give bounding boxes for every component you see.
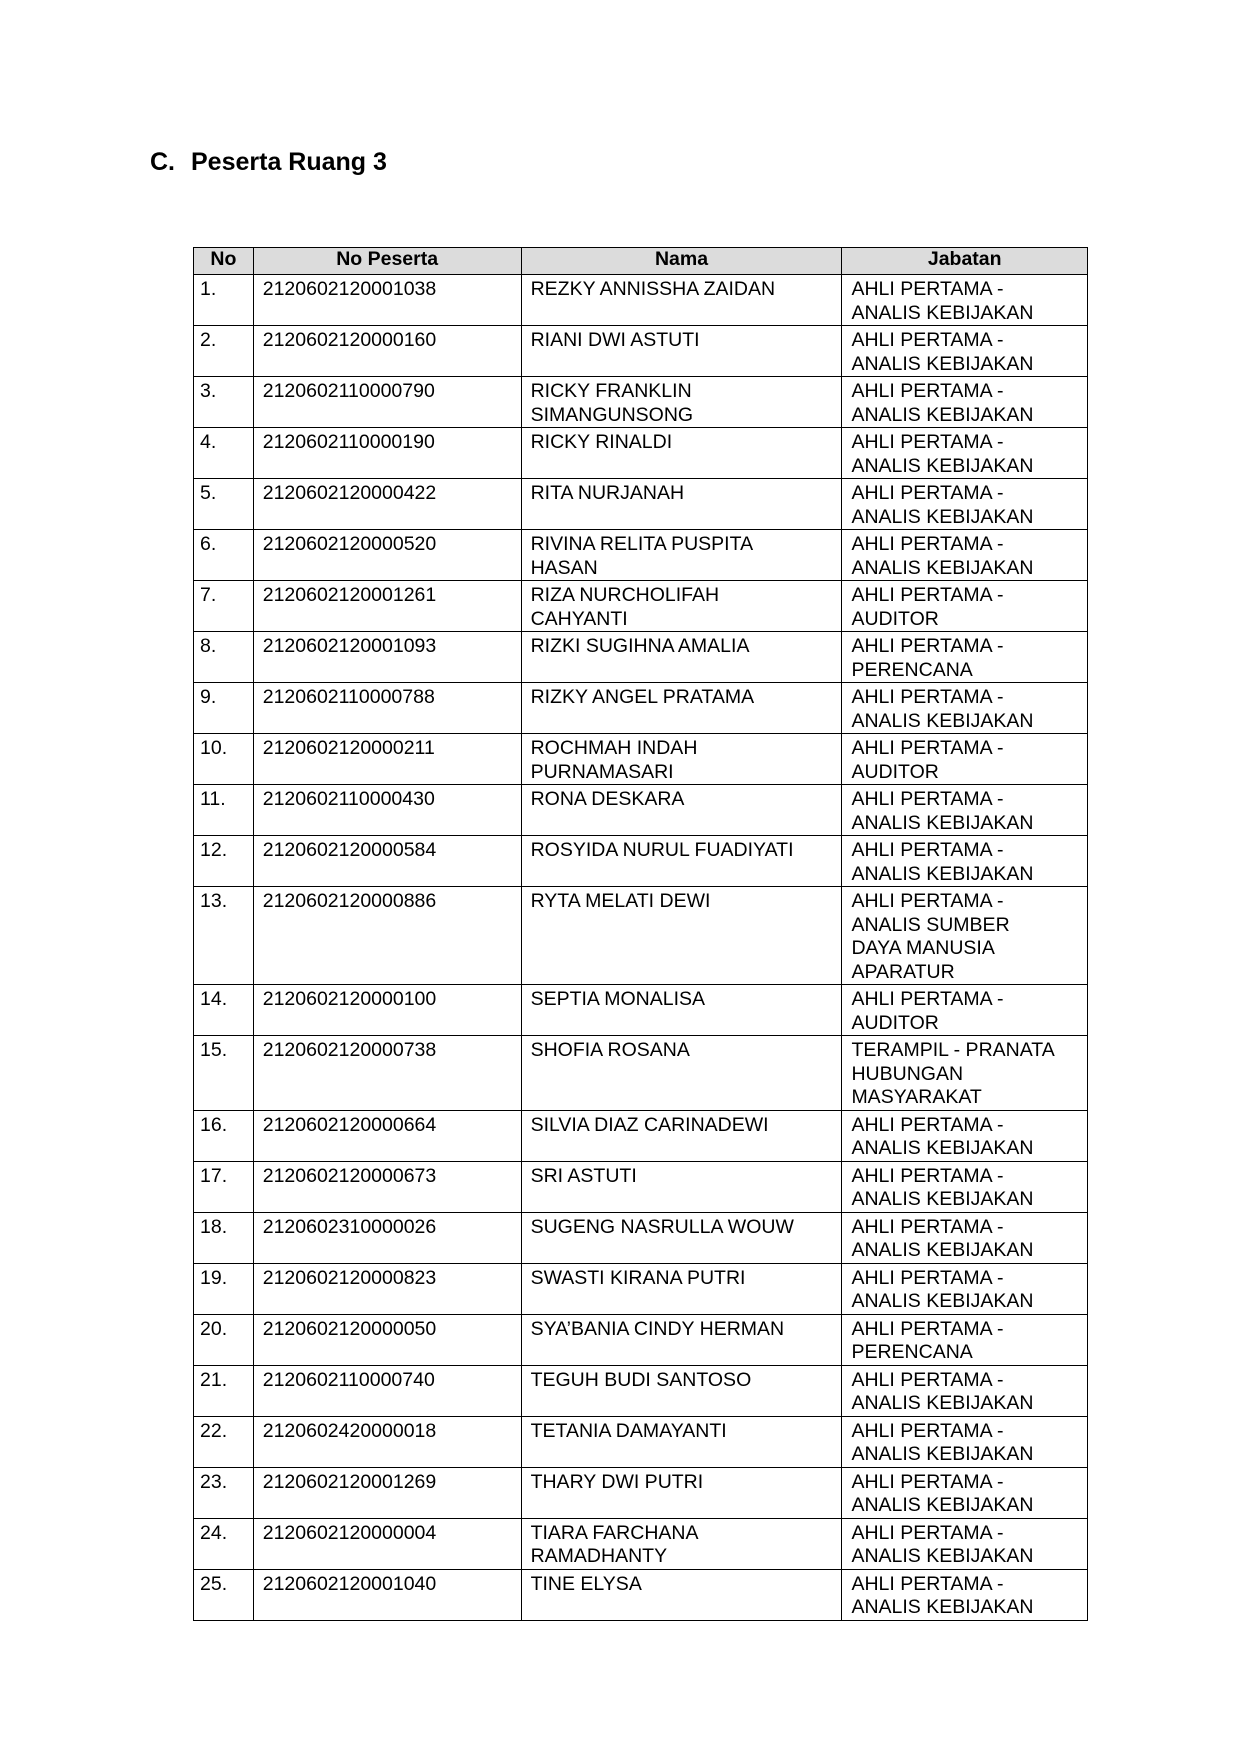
cell-no-peserta: 2120602120000004 [253,1518,521,1569]
cell-no-peserta: 2120602120000738 [253,1036,521,1111]
cell-jabatan-line: ANALIS KEBIJAKAN [851,709,1034,732]
cell-jabatan-line: AHLI PERTAMA - [851,890,1004,912]
table-row [194,1467,1088,1518]
section-title: Peserta Ruang 3 [191,148,387,176]
cell-nama [521,1467,842,1518]
table-row [194,1416,1088,1467]
cell-jabatan-line: ANALIS KEBIJAKAN [851,1137,1034,1159]
cell-jabatan [842,479,1088,530]
cell-no-peserta: 2120602120001038 [253,275,521,326]
cell-no-peserta: 2120602120000520 [253,530,521,581]
cell-jabatan [842,1314,1088,1365]
cell-nama-line: SRI ASTUTI [530,1164,637,1187]
cell-no-peserta: 2120602120000886 [253,887,521,985]
cell-no-peserta: 2120602120001269 [253,1467,521,1518]
table-row [194,887,1088,985]
cell-jabatan [842,1518,1088,1569]
cell-jabatan [842,1467,1088,1518]
cell-nama [521,1161,842,1212]
table-row [194,985,1088,1036]
cell-nama [521,1314,842,1365]
section-heading [150,148,387,177]
cell-nama [521,326,842,377]
column-header-nama: Nama [521,248,842,275]
cell-nama [521,632,842,683]
cell-no: 18. [194,1212,254,1263]
cell-jabatan-line: ANALIS KEBIJAKAN [851,403,1034,426]
cell-jabatan-line: AHLI PERTAMA - [851,533,1004,555]
cell-no: 4. [194,428,254,479]
cell-no-peserta: 2120602420000018 [253,1416,521,1467]
cell-jabatan-line: ANALIS KEBIJAKAN [851,811,1034,834]
section-letter: C. [150,148,175,176]
cell-jabatan-line: AHLI PERTAMA - [851,1215,1004,1238]
cell-jabatan-line: APARATUR [851,960,955,983]
cell-jabatan-line: AUDITOR [851,607,939,630]
table-row [194,1036,1088,1111]
cell-jabatan [842,1036,1088,1111]
cell-jabatan-line: ANALIS KEBIJAKAN [851,1290,1034,1312]
cell-jabatan-line: AUDITOR [851,1011,939,1034]
cell-no: 6. [194,530,254,581]
cell-no: 12. [194,836,254,887]
cell-no-peserta: 2120602120000211 [253,734,521,785]
cell-jabatan-line: AHLI PERTAMA - [851,1572,1004,1595]
cell-nama [521,377,842,428]
table-row [194,785,1088,836]
cell-no: 3. [194,377,254,428]
cell-no-peserta: 2120602110000788 [253,683,521,734]
table-row [194,1518,1088,1569]
cell-jabatan-line: ANALIS KEBIJAKAN [851,1596,1034,1618]
cell-no-peserta: 2120602120000050 [253,1314,521,1365]
cell-jabatan-line: AHLI PERTAMA - [851,988,1004,1010]
cell-jabatan [842,1416,1088,1467]
participant-table [193,247,1088,1621]
cell-no: 23. [194,1467,254,1518]
cell-nama [521,985,842,1036]
cell-nama [521,1365,842,1416]
cell-no: 25. [194,1569,254,1620]
cell-jabatan-line: AHLI PERTAMA - [851,278,1004,300]
cell-jabatan [842,1212,1088,1263]
cell-no: 17. [194,1161,254,1212]
cell-no: 24. [194,1518,254,1569]
cell-nama [521,581,842,632]
cell-nama-line: THARY DWI PUTRI [530,1470,704,1493]
cell-nama-line: RIVINA RELITA PUSPITA [530,533,754,555]
cell-no-peserta: 2120602120000422 [253,479,521,530]
cell-nama-line: REZKY ANNISSHA ZAIDAN [530,278,776,300]
cell-no-peserta: 2120602120001040 [253,1569,521,1620]
cell-no-peserta: 2120602120000823 [253,1263,521,1314]
cell-nama [521,1110,842,1161]
cell-jabatan [842,326,1088,377]
cell-jabatan [842,1161,1088,1212]
cell-no: 13. [194,887,254,985]
cell-no: 2. [194,326,254,377]
cell-jabatan-line: ANALIS KEBIJAKAN [851,505,1034,528]
cell-nama-line: TIARA FARCHANA [530,1521,699,1544]
cell-nama-line: RAMADHANTY [530,1545,668,1567]
cell-jabatan [842,1263,1088,1314]
table-row [194,1161,1088,1212]
cell-nama-line: PURNAMASARI [530,760,674,783]
cell-jabatan-line: ANALIS KEBIJAKAN [851,454,1034,477]
cell-jabatan-line: AHLI PERTAMA - [851,1113,1004,1136]
cell-jabatan-line: ANALIS KEBIJAKAN [851,1545,1034,1567]
cell-nama-line: RITA NURJANAH [530,482,685,504]
cell-nama-line: RICKY FRANKLIN [530,380,692,402]
cell-jabatan [842,377,1088,428]
cell-jabatan-line: AHLI PERTAMA - [851,431,1004,453]
cell-jabatan-line: ANALIS KEBIJAKAN [851,1494,1034,1516]
cell-nama [521,275,842,326]
cell-jabatan-line: ANALIS KEBIJAKAN [851,1188,1034,1210]
cell-no: 1. [194,275,254,326]
cell-jabatan-line: AUDITOR [851,760,939,783]
cell-nama [521,1263,842,1314]
cell-no-peserta: 2120602110000430 [253,785,521,836]
table-row [194,632,1088,683]
table-row [194,734,1088,785]
cell-nama-line: RIZKI SUGIHNA AMALIA [530,635,750,657]
cell-no: 21. [194,1365,254,1416]
cell-no-peserta: 2120602110000790 [253,377,521,428]
cell-jabatan-line: ANALIS KEBIJAKAN [851,556,1034,579]
cell-nama-line: SIMANGUNSONG [530,403,694,426]
cell-nama-line: HASAN [530,556,598,579]
cell-jabatan [842,887,1088,985]
cell-nama [521,1569,842,1620]
table-row [194,1314,1088,1365]
cell-nama-line: SILVIA DIAZ CARINADEWI [530,1113,769,1136]
cell-nama [521,1036,842,1111]
cell-nama-line: RYTA MELATI DEWI [530,890,711,912]
cell-jabatan [842,985,1088,1036]
cell-no-peserta: 2120602120001261 [253,581,521,632]
cell-nama-line: RIZA NURCHOLIFAH [530,584,720,606]
cell-nama [521,683,842,734]
cell-nama [521,734,842,785]
cell-no: 8. [194,632,254,683]
cell-jabatan-line: AHLI PERTAMA - [851,1317,1004,1340]
cell-no: 19. [194,1263,254,1314]
cell-jabatan [842,1365,1088,1416]
cell-no-peserta: 2120602120000160 [253,326,521,377]
cell-nama-line: SWASTI KIRANA PUTRI [530,1266,746,1289]
cell-nama-line: SEPTIA MONALISA [530,988,706,1010]
cell-no-peserta: 2120602120000584 [253,836,521,887]
cell-jabatan [842,428,1088,479]
cell-no-peserta: 2120602120000664 [253,1110,521,1161]
cell-jabatan-line: ANALIS KEBIJAKAN [851,352,1034,375]
cell-jabatan-line: MASYARAKAT [851,1086,982,1108]
column-header-jabatan: Jabatan [842,248,1088,275]
table-row [194,1263,1088,1314]
cell-nama [521,479,842,530]
cell-nama-line: RIZKY ANGEL PRATAMA [530,686,755,708]
table-row [194,479,1088,530]
cell-jabatan-line: AHLI PERTAMA - [851,584,1004,606]
cell-jabatan-line: ANALIS KEBIJAKAN [851,862,1034,885]
cell-jabatan-line: AHLI PERTAMA - [851,839,1004,861]
cell-jabatan [842,785,1088,836]
table-row [194,836,1088,887]
cell-no: 16. [194,1110,254,1161]
cell-jabatan-line: AHLI PERTAMA - [851,1470,1004,1493]
cell-jabatan-line: TERAMPIL - PRANATA [851,1039,1055,1061]
cell-nama-line: SYA’BANIA CINDY HERMAN [530,1317,785,1340]
cell-jabatan-line: AHLI PERTAMA - [851,1521,1004,1544]
cell-nama-line: SUGENG NASRULLA WOUW [530,1215,794,1238]
cell-jabatan-line: ANALIS KEBIJAKAN [851,1392,1034,1414]
column-header-no: No [194,248,254,275]
cell-jabatan [842,734,1088,785]
cell-no-peserta: 2120602120001093 [253,632,521,683]
cell-nama [521,1212,842,1263]
cell-nama [521,530,842,581]
cell-nama-line: RICKY RINALDI [530,431,673,453]
cell-jabatan-line: PERENCANA [851,1341,973,1363]
table-row [194,377,1088,428]
cell-jabatan-line: AHLI PERTAMA - [851,737,1004,759]
cell-nama-line: TETANIA DAMAYANTI [530,1419,727,1442]
cell-jabatan-line: ANALIS KEBIJAKAN [851,1443,1034,1465]
cell-no: 5. [194,479,254,530]
column-header-no-peserta: No Peserta [253,248,521,275]
cell-jabatan-line: DAYA MANUSIA [851,937,995,959]
cell-nama [521,887,842,985]
cell-jabatan-line: AHLI PERTAMA - [851,1419,1004,1442]
cell-no: 11. [194,785,254,836]
cell-jabatan [842,1110,1088,1161]
table-row [194,326,1088,377]
cell-jabatan-line: AHLI PERTAMA - [851,1266,1004,1289]
cell-nama [521,428,842,479]
table-row [194,275,1088,326]
cell-no-peserta: 2120602310000026 [253,1212,521,1263]
cell-jabatan-line: HUBUNGAN [851,1062,964,1085]
cell-no: 15. [194,1036,254,1111]
cell-jabatan [842,683,1088,734]
cell-no: 7. [194,581,254,632]
cell-nama-line: RIANI DWI ASTUTI [530,329,700,351]
cell-jabatan [842,1569,1088,1620]
cell-nama-line: CAHYANTI [530,607,628,630]
cell-jabatan-line: ANALIS KEBIJAKAN [851,1239,1034,1261]
cell-nama [521,836,842,887]
cell-jabatan [842,836,1088,887]
cell-nama [521,785,842,836]
cell-no-peserta: 2120602110000190 [253,428,521,479]
cell-jabatan-line: AHLI PERTAMA - [851,482,1004,504]
cell-jabatan-line: PERENCANA [851,658,973,681]
cell-nama-line: ROCHMAH INDAH [530,737,698,759]
cell-jabatan-line: AHLI PERTAMA - [851,380,1004,402]
table-row [194,1569,1088,1620]
cell-jabatan [842,581,1088,632]
table-row [194,530,1088,581]
cell-jabatan-line: AHLI PERTAMA - [851,686,1004,708]
cell-jabatan-line: AHLI PERTAMA - [851,329,1004,351]
cell-no: 22. [194,1416,254,1467]
cell-jabatan-line: ANALIS KEBIJAKAN [851,301,1034,324]
cell-nama-line: TEGUH BUDI SANTOSO [530,1368,752,1391]
cell-jabatan-line: AHLI PERTAMA - [851,788,1004,810]
cell-no: 10. [194,734,254,785]
cell-no: 9. [194,683,254,734]
cell-jabatan-line: AHLI PERTAMA - [851,635,1004,657]
cell-nama [521,1416,842,1467]
table-row [194,1212,1088,1263]
cell-jabatan [842,275,1088,326]
cell-no-peserta: 2120602110000740 [253,1365,521,1416]
cell-nama-line: ROSYIDA NURUL FUADIYATI [530,839,794,861]
cell-no: 14. [194,985,254,1036]
cell-nama-line: SHOFIA ROSANA [530,1039,690,1061]
cell-no: 20. [194,1314,254,1365]
cell-jabatan-line: AHLI PERTAMA - [851,1368,1004,1391]
cell-jabatan-line: ANALIS SUMBER [851,913,1010,936]
table-header-row [194,248,1088,275]
cell-jabatan [842,530,1088,581]
table-row [194,428,1088,479]
table-row [194,1110,1088,1161]
cell-nama-line: TINE ELYSA [530,1572,642,1595]
cell-jabatan [842,632,1088,683]
cell-no-peserta: 2120602120000673 [253,1161,521,1212]
table-row [194,683,1088,734]
cell-nama [521,1518,842,1569]
cell-jabatan-line: AHLI PERTAMA - [851,1164,1004,1187]
table-row [194,581,1088,632]
cell-no-peserta: 2120602120000100 [253,985,521,1036]
cell-nama-line: RONA DESKARA [530,788,685,810]
table-row [194,1365,1088,1416]
